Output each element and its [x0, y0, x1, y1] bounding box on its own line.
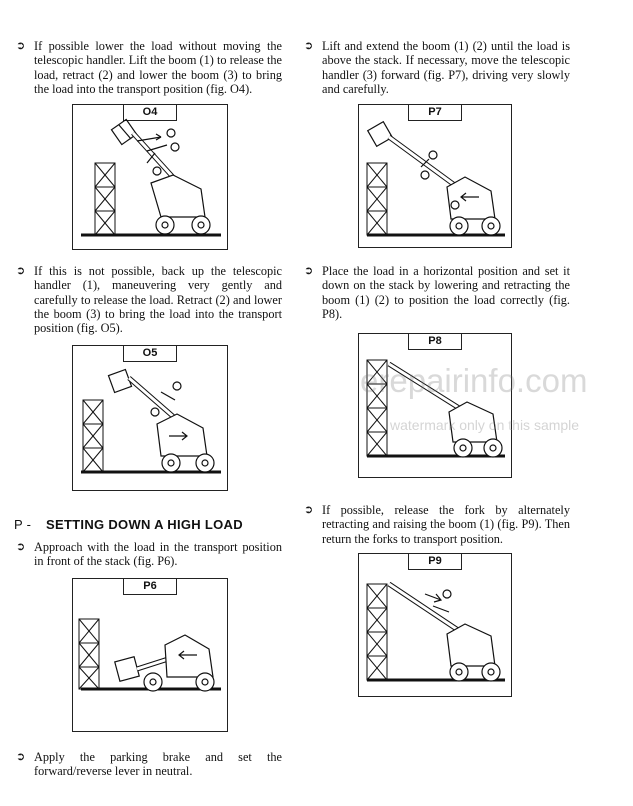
bullet-arrow-icon: ➲ [16, 750, 26, 763]
figure-p6 [72, 578, 228, 732]
figure-label: P9 [408, 553, 462, 570]
watermark-subtext: watermark only on this sample [390, 417, 580, 433]
forklift-illustration [359, 105, 513, 249]
section-heading: P - SETTING DOWN A HIGH LOAD [14, 517, 243, 532]
figure-label: O4 [123, 104, 177, 121]
para-p6-instructions: ➲ Approach with the load in the transport position in front of the stack (fig. P6). [16, 540, 282, 569]
figure-p9 [358, 553, 512, 697]
figure-p8 [358, 333, 512, 478]
forklift-illustration [359, 334, 513, 479]
figure-p7 [358, 104, 512, 248]
bullet-arrow-icon: ➲ [16, 540, 26, 553]
bullet-arrow-icon: ➲ [304, 503, 314, 516]
figure-label: P8 [408, 333, 462, 350]
para-p7-instructions: ➲ Lift and extend the boom (1) (2) until the load is above the stack. If necessary, move the telescopic handler (3) forward (fig. P7), driving very slowly and carefully. [304, 39, 570, 96]
figure-label: O5 [123, 345, 177, 362]
forklift-illustration [73, 346, 229, 492]
bullet-arrow-icon: ➲ [16, 264, 26, 277]
bullet-arrow-icon: ➲ [304, 264, 314, 277]
figure-label: P7 [408, 104, 462, 121]
para-p9-instructions: ➲ If possible, release the fork by alternately retracting and raising the boom (1) (fig. P9). Then return the forks to transport position. [304, 503, 570, 546]
para-brake-instructions: ➲ Apply the parking brake and set the forward/reverse lever in neutral. [16, 750, 282, 779]
para-p8-instructions: ➲ Place the load in a horizontal position and set it down on the stack by lowering and retracting the boom (1) (2) to position the load correctly (fig. P8). [304, 264, 570, 321]
figure-o5 [72, 345, 228, 491]
para-o4-instructions: ➲ If possible lower the load without moving the telescopic handler. Lift the boom (1) to release the load, retract (2) and lower the boom (3) to bring the load into the transport position (fig. O4). [16, 39, 282, 96]
watermark-text: erepairinfo.com [360, 362, 588, 399]
figure-label: P6 [123, 578, 177, 595]
forklift-illustration [73, 579, 229, 733]
forklift-illustration [359, 554, 513, 698]
figure-o4 [72, 104, 228, 250]
para-o5-instructions: ➲ If this is not possible, back up the telescopic handler (1), maneuvering very gently and carefully to release the load. Retract (2) and lower the boom (3) to bring the load into the transport position (fig. O5). [16, 264, 282, 336]
bullet-arrow-icon: ➲ [304, 39, 314, 52]
bullet-arrow-icon: ➲ [16, 39, 26, 52]
forklift-illustration [73, 105, 229, 251]
